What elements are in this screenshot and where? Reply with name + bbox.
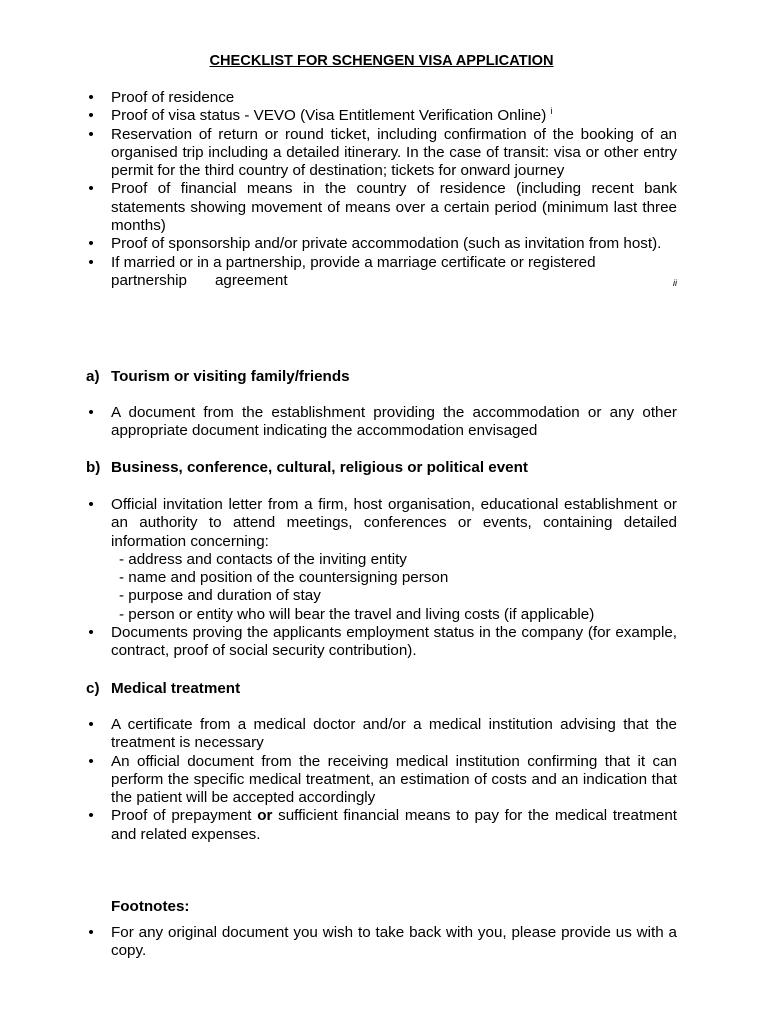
tourism-list — [86, 404, 677, 441]
list-item: • For any original document you wish to take back with you, please provide us with a copy. — [86, 924, 677, 961]
list-item: • A certificate from a medical doctor and/or a medical institution advising that the treatment is necessary — [86, 716, 677, 753]
section-heading-tourism: a) Tourism or visiting family/friends — [86, 368, 350, 385]
bullet-icon: • — [88, 125, 94, 143]
bullet-icon: • — [88, 496, 94, 513]
list-item: • Proof of visa status - VEVO (Visa Entitlement Verification Online) $^i$ — [86, 107, 677, 125]
footnotes-heading: Footnotes: — [111, 898, 190, 915]
bullet-icon: • — [88, 752, 94, 770]
sub-item: - name and position of the countersigning person — [119, 569, 449, 587]
bullet-icon: • — [88, 107, 94, 125]
bullet-icon: • — [88, 924, 94, 941]
list-item: • If married or in a partnership, provide a marriage certificate or registered partnership agreement ii — [86, 254, 677, 291]
bullet-icon: • — [88, 253, 94, 271]
list-item: • Reservation of return or round ticket, including confirmation of the booking of an organised trip including a detailed itinerary. In the case of transit: visa or other entry permit for the third country of destination; tickets for onward journey — [86, 126, 677, 181]
sub-item: - address and contacts of the inviting entity — [119, 550, 407, 568]
list-item: • Official invitation letter from a firm, host organisation, educational establishment or an authority to attend meetings, conferences or events, containing detailed information concerning: - address and contacts of the inviting entity - name and position of the countersigning person - purpose and duration of stay - person or entity who will bear the travel and living costs (if applicable) — [86, 496, 677, 624]
footnotes-list — [86, 924, 677, 961]
bullet-icon: • — [88, 235, 94, 253]
general-requirements-list — [86, 89, 677, 290]
sub-item: - person or entity who will bear the travel and living costs (if applicable) — [119, 605, 595, 623]
footnote-ref: i — [550, 106, 553, 117]
list-item: • Proof of prepayment or sufficient financial means to pay for the medical treatment and related expenses. — [86, 807, 677, 844]
list-item: • Documents proving the applicants employment status in the company (for example, contract, proof of social security contribution). — [86, 624, 677, 661]
bullet-icon: • — [88, 180, 94, 198]
bullet-icon: • — [88, 716, 94, 733]
list-item: • An official document from the receiving medical institution confirming that it can perform the specific medical treatment, an estimation of costs and an indication that the patient will be accepted accordingly — [86, 753, 677, 808]
bullet-icon: • — [88, 807, 94, 825]
section-heading-business: b) Business, conference, cultural, religious or political event — [86, 459, 528, 476]
footnote-ref: ii — [673, 277, 677, 288]
list-item: • A document from the establishment providing the accommodation or any other appropriate document indicating the accommodation envisaged — [86, 404, 677, 441]
bullet-icon: • — [88, 624, 94, 642]
business-list — [86, 496, 677, 661]
list-item: • Proof of financial means in the country of residence (including recent bank statements showing movement of means over a certain period (minimum last three months) — [86, 180, 677, 235]
section-heading-medical: c) Medical treatment — [86, 680, 241, 697]
bullet-icon: • — [88, 404, 94, 421]
bullet-icon: • — [88, 89, 94, 106]
sub-item: - purpose and duration of stay — [119, 587, 321, 605]
page-title: CHECKLIST FOR SCHENGEN VISA APPLICATION — [209, 53, 554, 69]
medical-list — [86, 716, 677, 844]
list-item: • Proof of sponsorship and/or private accommodation (such as invitation from host). — [86, 235, 677, 253]
list-item: • Proof of residence — [86, 89, 677, 107]
